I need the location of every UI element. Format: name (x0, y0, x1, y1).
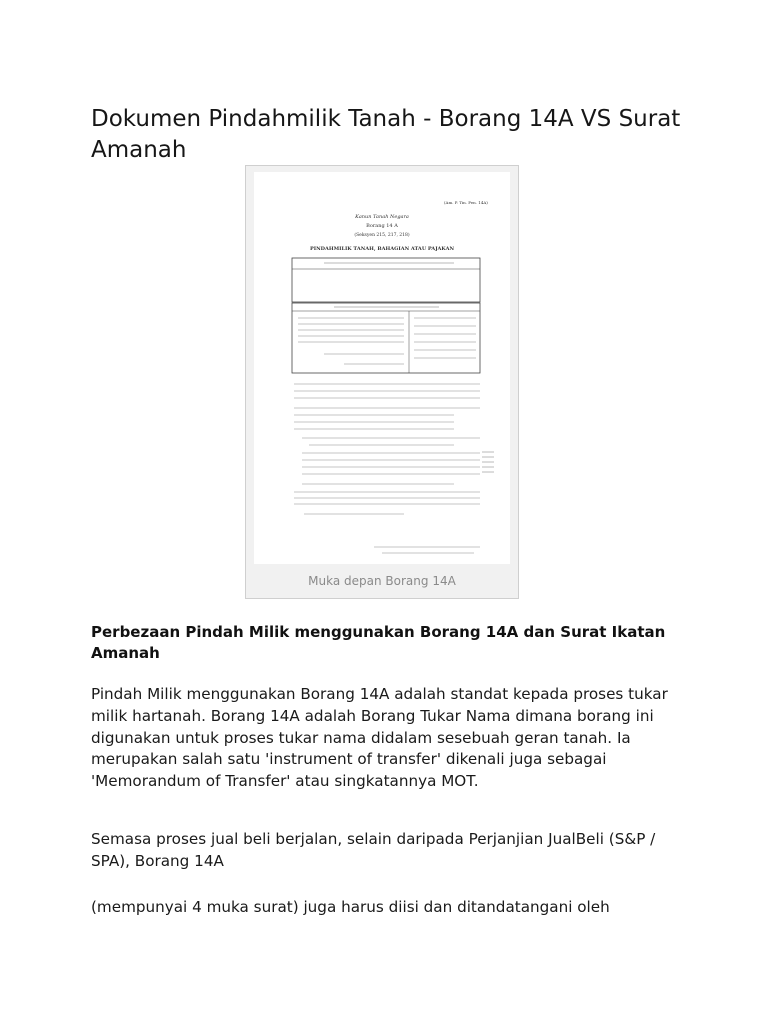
form-figure (245, 165, 519, 599)
borang-14a-scan-image (254, 172, 510, 564)
page-title: Dokumen Pindahmilik Tanah - Borang 14A VS Surat Amanah (91, 106, 681, 163)
form-borang-text: Borang 14 A (366, 223, 398, 229)
form-heading-text: PINDAHMILIK TANAH, BAHAGIAN ATAU PAJAKAN (309, 246, 455, 252)
paragraph-2: Semasa proses jual beli berjalan, selain daripada Perjanjian JualBeli (S&P / SPA), Borang 14A (91, 830, 656, 870)
form-seksyen-text: (Seksyen 215, 217, 218) (354, 233, 410, 238)
paragraph-1: Pindah Milik menggunakan Borang 14A adalah standat kepada proses tukar milik hartanah. Borang 14A adalah Borang Tukar Nama dimana borang ini digunakan untuk proses tukar nama didalam sesebuah geran tanah. Ia merupakan salah satu 'instrument of transfer' dikenali juga sebagai 'Memorandum of Transfer' atau singkatannya MOT. (91, 685, 668, 791)
figure-caption: Muka depan Borang 14A (308, 574, 456, 588)
form-kanun-text: Kanun Tanah Negara (355, 214, 409, 220)
paragraph-3: (mempunyai 4 muka surat) juga harus diisi dan ditandatangani oleh (91, 898, 610, 916)
svg-text:(Am. P. Tin. Pen. 14A): (Am. P. Tin. Pen. 14A) (444, 200, 488, 205)
section-heading: Perbezaan Pindah Milik menggunakan Borang 14A dan Surat Ikatan Amanah (91, 623, 666, 662)
